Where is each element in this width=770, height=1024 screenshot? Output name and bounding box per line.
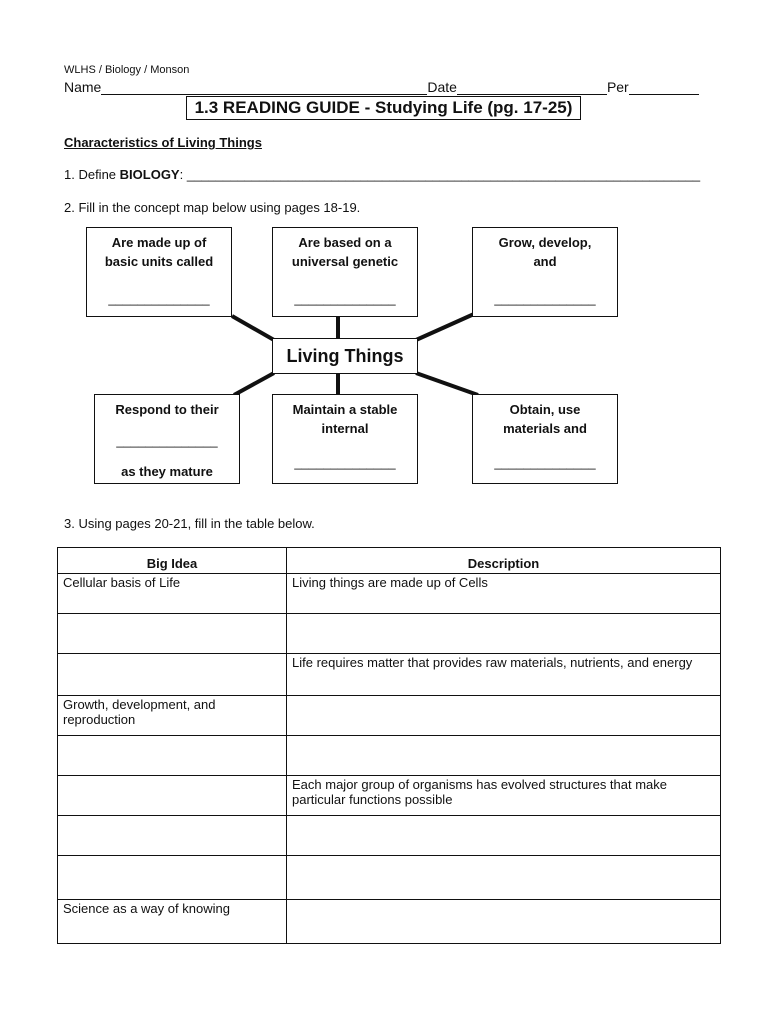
big-idea-cell: Science as a way of knowing <box>58 900 287 944</box>
table-header-row <box>58 548 721 574</box>
description-cell: Life requires matter that provides raw materials, nutrients, and energy <box>287 654 721 696</box>
concept-text: universal genetic <box>291 254 399 269</box>
big-idea-cell[interactable] <box>58 776 287 816</box>
connector-bottom-right <box>416 373 478 395</box>
big-idea-cell: Growth, development, and reproduction <box>58 696 287 736</box>
big-idea-cell: Cellular basis of Life <box>58 574 287 614</box>
connector-top-left <box>232 316 274 340</box>
connector-bottom-left <box>234 373 274 395</box>
big-idea-table <box>57 547 721 944</box>
concept-text: Are made up of <box>111 235 207 250</box>
page-title: 1.3 READING GUIDE - Studying Life (pg. 17-25) <box>186 96 581 120</box>
concept-text: basic units called <box>104 254 214 269</box>
question-1-answer-line[interactable]: : _______________________________________________________________________ <box>179 167 701 182</box>
concept-blank[interactable]: ______________ <box>494 291 596 306</box>
name-label: Name <box>64 79 102 95</box>
description-cell: Each major group of organisms has evolved structures that make particular functions possible <box>287 776 721 816</box>
concept-text: Are based on a <box>298 235 392 250</box>
concept-box-bottom-mid <box>272 394 418 484</box>
connector-top-right <box>416 314 474 340</box>
concept-text: Respond to their <box>115 402 219 417</box>
concept-center-living-things: Living Things <box>272 338 418 374</box>
table-row <box>58 574 721 614</box>
description-cell: Living things are made up of Cells <box>287 574 721 614</box>
concept-blank[interactable]: ______________ <box>108 291 210 306</box>
table-row <box>58 654 721 696</box>
big-idea-cell[interactable] <box>58 816 287 856</box>
big-idea-cell[interactable] <box>58 856 287 900</box>
concept-text: materials and <box>503 421 587 436</box>
concept-blank[interactable]: ______________ <box>494 455 596 470</box>
concept-blank[interactable]: ______________ <box>294 455 396 470</box>
column-header-description: Description <box>287 548 721 574</box>
table-row <box>58 736 721 776</box>
table-row <box>58 614 721 654</box>
concept-box-top-right <box>472 227 618 317</box>
table-row <box>58 696 721 736</box>
section-heading: Characteristics of Living Things <box>64 135 262 150</box>
concept-blank[interactable]: ______________ <box>116 433 218 448</box>
description-cell[interactable] <box>287 696 721 736</box>
concept-blank[interactable]: ______________ <box>294 291 396 306</box>
concept-box-top-left <box>86 227 232 317</box>
concept-text: Obtain, use <box>509 402 581 417</box>
date-label: Date <box>427 79 457 95</box>
big-idea-cell[interactable] <box>58 614 287 654</box>
concept-text: internal <box>321 421 369 436</box>
description-cell[interactable] <box>287 856 721 900</box>
concept-box-bottom-right <box>472 394 618 484</box>
table-row <box>58 776 721 816</box>
question-1-prefix: 1. Define <box>64 167 120 182</box>
course-header: WLHS / Biology / Monson <box>64 64 190 76</box>
question-2: 2. Fill in the concept map below using pages 18-19. <box>64 200 361 215</box>
concept-box-bottom-left <box>94 394 240 484</box>
concept-text: and <box>533 254 557 269</box>
concept-text: Maintain a stable <box>292 402 398 417</box>
description-cell[interactable] <box>287 900 721 944</box>
big-idea-cell[interactable] <box>58 654 287 696</box>
per-label: Per <box>606 79 629 95</box>
question-1-term: BIOLOGY <box>119 167 180 182</box>
question-3: 3. Using pages 20-21, fill in the table below. <box>64 516 315 531</box>
table-row <box>58 856 721 900</box>
table-row <box>58 816 721 856</box>
description-cell[interactable] <box>287 816 721 856</box>
column-header-big-idea: Big Idea <box>58 548 287 574</box>
description-cell[interactable] <box>287 736 721 776</box>
concept-text: Grow, develop, <box>498 235 592 250</box>
concept-box-top-mid <box>272 227 418 317</box>
big-idea-cell[interactable] <box>58 736 287 776</box>
description-cell[interactable] <box>287 614 721 654</box>
concept-text: as they mature <box>121 464 213 479</box>
table-row <box>58 900 721 944</box>
